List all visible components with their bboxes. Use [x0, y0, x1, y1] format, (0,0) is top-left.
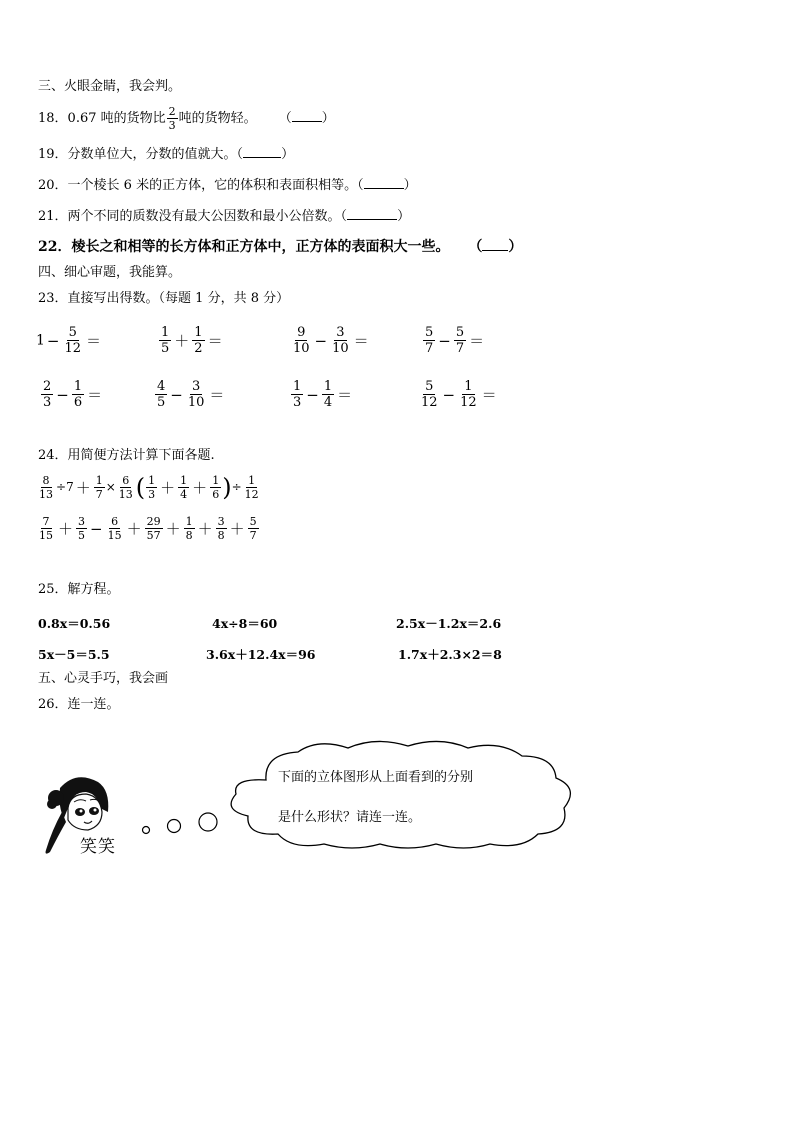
- q24b-frac-6-num: 3: [217, 515, 225, 528]
- q24b-frac-1: [37, 516, 55, 541]
- q25-equation-1: 0.8x＝0.56: [38, 616, 111, 631]
- q22-text: 22．棱长之和相等的长方体和正方体中，正方体的表面积大一些。: [38, 239, 450, 255]
- q19-text: 19．分数单位大，分数的值就大。: [38, 147, 237, 162]
- q24a-div-2: ÷: [231, 480, 242, 494]
- q24a-frac-1-den: 13: [39, 488, 53, 501]
- q23-4-denominator-b: 7: [455, 341, 465, 356]
- q24a-frac-3-num: 6: [122, 474, 130, 487]
- q23-item-6: [154, 380, 226, 409]
- q24a-plus: ＋: [75, 479, 91, 497]
- q23-item-5: [40, 380, 104, 409]
- q25-equation-6: 1.7x＋2.3×2＝8: [398, 647, 502, 662]
- character-name: 笑笑: [80, 837, 116, 857]
- q24a-frac-4-num: 1: [148, 474, 156, 487]
- section3-title: 三、火眼金睛，我会判。: [38, 79, 182, 94]
- q23-1-operator: −: [46, 331, 60, 350]
- q23-2-numerator-b: 1: [194, 325, 203, 340]
- q24-expression-a: [36, 475, 262, 500]
- q23-6-numerator-a: 4: [157, 379, 166, 394]
- q24a-div: ÷: [56, 480, 67, 494]
- q23-8-numerator-a: 5: [425, 379, 434, 394]
- q23-item-2: [158, 326, 225, 355]
- q23-4-numerator-b: 5: [455, 325, 465, 340]
- q24b-frac-7-den: 7: [249, 529, 257, 542]
- q23-2-numerator-a: 1: [161, 325, 170, 340]
- q23-3-fraction-a: [291, 326, 312, 355]
- q23-2-denominator-a: 5: [161, 341, 170, 356]
- q23-3-denominator-b: 10: [332, 341, 349, 356]
- q24b-frac-2-den: 5: [78, 529, 86, 542]
- q24b-frac-5-den: 8: [185, 529, 193, 542]
- q24b-frac-4: [145, 516, 163, 541]
- q23-item-4: [422, 326, 486, 355]
- q24b-frac-7-num: 5: [249, 515, 257, 528]
- q21-paren-close: ）: [397, 209, 411, 224]
- q23-8-equals: ＝: [481, 386, 497, 404]
- q24a-frac-6-num: 1: [212, 474, 220, 487]
- q24b-op-1: ＋: [58, 520, 74, 538]
- q23-title: 23．直接写出得数。（每题 1 分，共 8 分）: [38, 291, 290, 306]
- q24a-frac-5-den: 4: [180, 488, 188, 501]
- q21-text: 21．两个不同的质数没有最大公因数和最小公倍数。: [38, 209, 341, 224]
- q22-paren-close: ）: [508, 239, 523, 255]
- q24a-frac-5: [178, 475, 189, 500]
- q24b-op-5: ＋: [197, 520, 213, 538]
- q21-answer-blank[interactable]: [347, 207, 397, 220]
- q23-4-fraction-a: [423, 326, 435, 355]
- question-21: [38, 207, 410, 226]
- q18-number: 18．: [38, 111, 68, 126]
- q24b-frac-3: [106, 516, 124, 541]
- q24a-frac-6-den: 6: [212, 488, 220, 501]
- q24a-seven: 7: [66, 480, 74, 494]
- q23-6-denominator-b: 10: [187, 395, 205, 410]
- q23-7-numerator-a: 1: [293, 379, 302, 394]
- q23-5-equals: ＝: [87, 386, 103, 404]
- q25-equation-4: 5x－5＝5.5: [38, 647, 110, 662]
- q23-7-operator: −: [306, 385, 319, 404]
- q19-paren-open: （: [236, 147, 244, 162]
- q24b-frac-3-den: 15: [107, 529, 122, 542]
- q24a-plus-2: ＋: [160, 479, 176, 497]
- q23-3-numerator-b: 3: [336, 325, 345, 340]
- q23-6-operator: −: [170, 385, 183, 404]
- q23-6-denominator-a: 5: [157, 395, 166, 410]
- q23-5-fraction-a: [41, 380, 53, 409]
- q24a-frac-7: [243, 475, 261, 500]
- q24b-frac-3-num: 6: [111, 515, 119, 528]
- q23-6-fraction-b: [186, 380, 207, 409]
- q24a-frac-3: [117, 475, 135, 500]
- q23-3-operator: −: [314, 331, 328, 350]
- q18-paren-close: ）: [321, 111, 335, 126]
- q24b-op-2: −: [90, 519, 103, 538]
- q24-title: 24．用简便方法计算下面各题.: [38, 448, 215, 463]
- q23-6-numerator-b: 3: [191, 379, 201, 394]
- q23-2-operator: ＋: [174, 332, 190, 350]
- q20-text: 20．一个棱长 6 米的正方体，它的体积和表面积相等。: [38, 178, 358, 193]
- q23-6-equals: ＝: [209, 386, 225, 404]
- q18-text-a: 0.67 吨的货物比: [67, 111, 166, 126]
- q24a-frac-2-den: 7: [95, 488, 103, 501]
- q23-4-operator: −: [438, 331, 451, 350]
- q24b-op-3: ＋: [126, 520, 142, 538]
- q23-5-denominator-b: 6: [73, 395, 83, 410]
- q23-2-fraction-b: [192, 326, 204, 355]
- q20-paren-open: （: [357, 178, 364, 193]
- q23-1-denominator: 12: [64, 341, 82, 356]
- q23-8-numerator-b: 1: [464, 379, 473, 394]
- q19-answer-blank[interactable]: [243, 145, 281, 158]
- q23-5-numerator-b: 1: [73, 379, 83, 394]
- q18-paren-open: （: [278, 111, 292, 126]
- q24a-frac-7-num: 1: [248, 474, 256, 487]
- section5-title: 五、心灵手巧，我会画: [38, 671, 169, 686]
- q24b-frac-1-den: 15: [39, 529, 53, 542]
- q23-5-denominator-a: 3: [43, 395, 52, 410]
- q24b-frac-4-den: 57: [146, 529, 161, 542]
- q24a-frac-5-num: 1: [180, 474, 188, 487]
- q23-1-fraction: [63, 326, 84, 355]
- q24a-frac-3-den: 13: [118, 488, 133, 501]
- q24b-frac-4-num: 29: [146, 515, 161, 528]
- q23-1-equals: ＝: [86, 332, 102, 350]
- q24a-frac-7-den: 12: [244, 488, 259, 501]
- q24a-times: ×: [105, 480, 116, 494]
- q24a-frac-2: [94, 475, 105, 500]
- q24b-frac-5: [184, 516, 195, 541]
- q23-7-numerator-b: 1: [323, 379, 333, 394]
- q24a-frac-4: [146, 475, 157, 500]
- q18-fraction: [167, 106, 178, 131]
- q24b-frac-7: [248, 516, 259, 541]
- q23-3-denominator-a: 10: [293, 341, 310, 356]
- q18-answer-blank[interactable]: [292, 109, 322, 122]
- q23-2-equals: ＝: [207, 332, 223, 350]
- question-18: [38, 106, 335, 131]
- q23-4-denominator-a: 7: [425, 341, 434, 356]
- q23-item-7: [290, 380, 354, 409]
- q23-8-fraction-a: [419, 380, 440, 409]
- q24b-frac-6-den: 8: [217, 529, 225, 542]
- q23-2-denominator-b: 2: [194, 341, 203, 356]
- question-22: [38, 238, 522, 256]
- q22-paren-open: （: [468, 239, 483, 255]
- q23-5-operator: −: [56, 385, 69, 404]
- q18-frac-numerator: 2: [168, 105, 176, 118]
- q23-1-numerator: 5: [68, 325, 77, 340]
- q23-7-denominator-b: 4: [323, 395, 333, 410]
- q23-3-numerator-a: 9: [297, 325, 306, 340]
- q23-4-fraction-b: [454, 326, 466, 355]
- q24a-frac-1: [37, 475, 55, 500]
- q23-7-equals: ＝: [337, 386, 353, 404]
- q24-expression-b: [36, 516, 260, 541]
- q26-title: 26．连一连。: [38, 697, 120, 712]
- q25-equation-5: 3.6x＋12.4x＝96: [206, 647, 316, 662]
- q24a-frac-4-den: 3: [148, 488, 156, 501]
- q24a-left-paren: (: [135, 473, 146, 502]
- q18-text-b: 吨的货物轻。: [178, 111, 257, 126]
- q23-5-numerator-a: 2: [43, 379, 52, 394]
- q23-5-fraction-b: [72, 380, 84, 409]
- q20-answer-blank[interactable]: [364, 176, 404, 189]
- q23-6-fraction-a: [155, 380, 167, 409]
- q23-7-fraction-a: [291, 380, 303, 409]
- q23-item-1: [36, 326, 103, 355]
- q24a-frac-2-num: 1: [95, 474, 103, 487]
- cloud-text-line-2: 是什么形状？请连一连。: [278, 810, 422, 825]
- q23-7-fraction-b: [322, 380, 334, 409]
- question-19: [38, 145, 294, 164]
- q23-3-fraction-b: [330, 326, 351, 355]
- q23-item-8: [418, 380, 499, 409]
- q24b-frac-2: [76, 516, 87, 541]
- q22-answer-blank[interactable]: [482, 238, 508, 251]
- q23-8-fraction-b: [458, 380, 479, 409]
- thought-bubbles-icon: [138, 806, 222, 838]
- q24b-frac-1-num: 7: [42, 515, 50, 528]
- q23-3-equals: ＝: [353, 332, 369, 350]
- q24a-plus-3: ＋: [192, 479, 208, 497]
- q23-2-fraction-a: [159, 326, 171, 355]
- q24b-frac-6: [216, 516, 227, 541]
- q23-8-denominator-b: 12: [460, 395, 477, 410]
- q25-equation-2: 4x÷8＝60: [212, 616, 278, 631]
- q23-item-3: [290, 326, 371, 355]
- q25-equation-3: 2.5x－1.2x＝2.6: [396, 616, 502, 631]
- q23-4-numerator-a: 5: [425, 325, 434, 340]
- q24a-frac-6: [210, 475, 221, 500]
- section4-title: 四、细心审题，我能算。: [38, 265, 182, 280]
- q21-paren-open: （: [340, 209, 348, 224]
- q24b-op-6: ＋: [229, 520, 245, 538]
- q24b-frac-5-num: 1: [185, 515, 193, 528]
- q24a-frac-1-num: 8: [42, 474, 50, 487]
- q23-1-whole: 1: [36, 332, 45, 349]
- q24b-frac-2-num: 3: [78, 515, 86, 528]
- q23-7-denominator-a: 3: [293, 395, 302, 410]
- q19-paren-close: ）: [281, 147, 295, 162]
- xiaoxiao-illustration: [38, 768, 138, 860]
- q20-paren-close: ）: [403, 178, 417, 193]
- speech-cloud-icon: [218, 740, 582, 852]
- q23-8-denominator-a: 12: [421, 395, 438, 410]
- q25-title: 25．解方程。: [38, 582, 120, 597]
- q24a-right-paren: ): [222, 473, 232, 502]
- question-20: [38, 176, 417, 195]
- q24b-op-4: ＋: [165, 520, 181, 538]
- q23-8-operator: −: [442, 385, 456, 404]
- q18-frac-denominator: 3: [168, 119, 176, 132]
- cloud-text-line-1: 下面的立体图形从上面看到的分别: [278, 770, 474, 785]
- q23-4-equals: ＝: [469, 332, 485, 350]
